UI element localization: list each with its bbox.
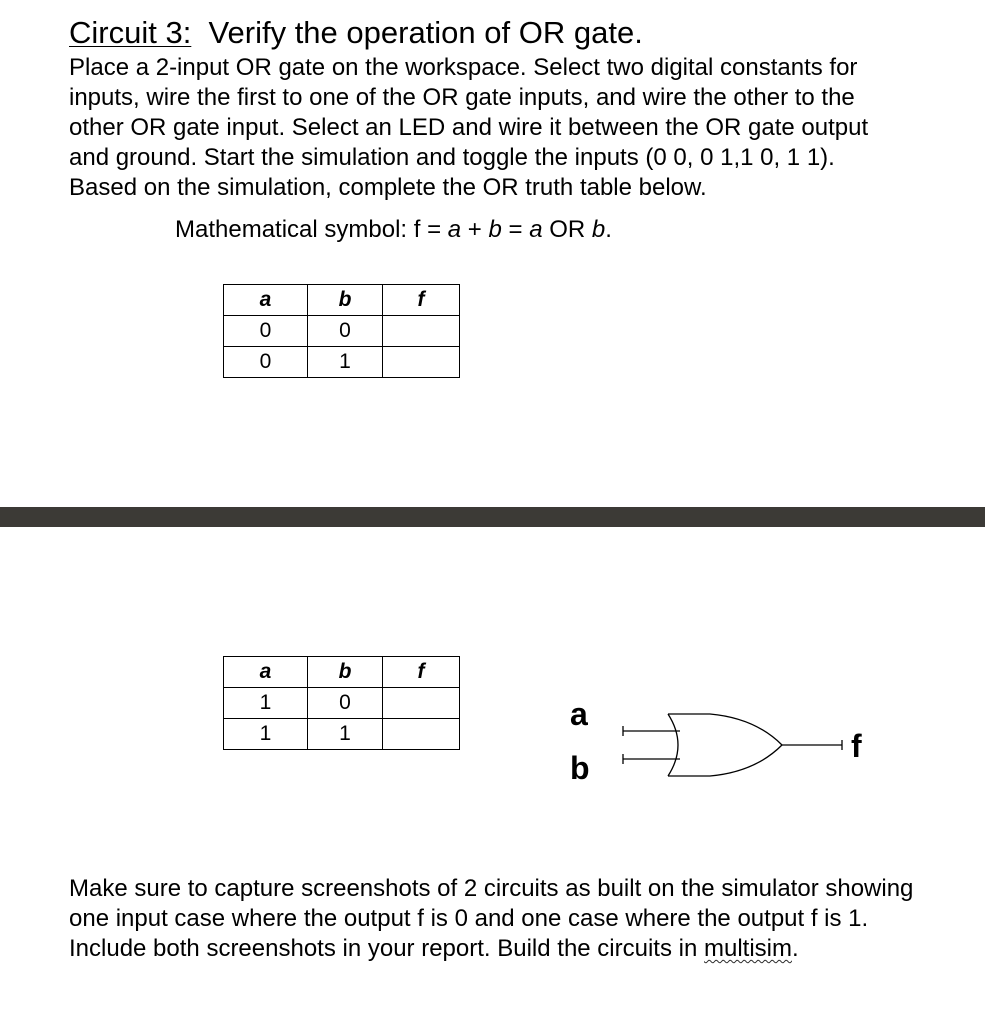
multisim-word: multisim	[704, 935, 792, 962]
circuit-label: Circuit 3:	[69, 15, 192, 50]
gate-input-b-label: b	[570, 750, 590, 786]
gate-input-a-label: a	[570, 696, 588, 732]
cell-a: 0	[224, 347, 308, 378]
header-f: f	[383, 657, 460, 688]
cell-f[interactable]	[383, 316, 460, 347]
cell-b: 0	[308, 316, 383, 347]
header-a: a	[224, 657, 308, 688]
table-row	[224, 316, 460, 347]
cell-f[interactable]	[383, 347, 460, 378]
circuit-title: Verify the operation of OR gate.	[208, 15, 643, 50]
cell-a: 1	[224, 688, 308, 719]
table-row	[224, 347, 460, 378]
truth-table-bottom	[223, 656, 460, 750]
instructions-paragraph: Place a 2-input OR gate on the workspace. Select two digital constants for inputs, wire the first to one of the OR gate inputs, and wire the other to the other OR gate input. Select an LED and wire it between the OR gate output and ground. Start the simulation and toggle the inputs (0 0, 0 1,1 0, 1 1). Based on the simulation, complete the OR truth table below.	[69, 54, 869, 201]
page-divider	[0, 507, 985, 527]
table-row	[224, 688, 460, 719]
or-gate-diagram	[560, 690, 860, 800]
header-a: a	[224, 285, 308, 316]
cell-b: 0	[308, 688, 383, 719]
header-f: f	[383, 285, 460, 316]
math-symbol-line: Mathematical symbol: f = a + b = a OR b.	[175, 216, 612, 243]
footer-note: Make sure to capture screenshots of 2 circuits as built on the simulator showing one input case where the output f is 0 and one case where the output f is 1. Include both screenshots in your report. Build the circuits in multisim.	[69, 875, 914, 962]
cell-a: 1	[224, 719, 308, 750]
cell-b: 1	[308, 347, 383, 378]
gate-output-f-label: f	[851, 728, 862, 764]
header-b: b	[308, 285, 383, 316]
table-row	[224, 719, 460, 750]
cell-b: 1	[308, 719, 383, 750]
cell-f[interactable]	[383, 719, 460, 750]
table-header-row	[224, 285, 460, 316]
table-header-row	[224, 657, 460, 688]
page-heading	[69, 14, 643, 52]
or-gate-icon	[560, 690, 860, 800]
header-b: b	[308, 657, 383, 688]
cell-a: 0	[224, 316, 308, 347]
cell-f[interactable]	[383, 688, 460, 719]
truth-table-top	[223, 284, 460, 378]
